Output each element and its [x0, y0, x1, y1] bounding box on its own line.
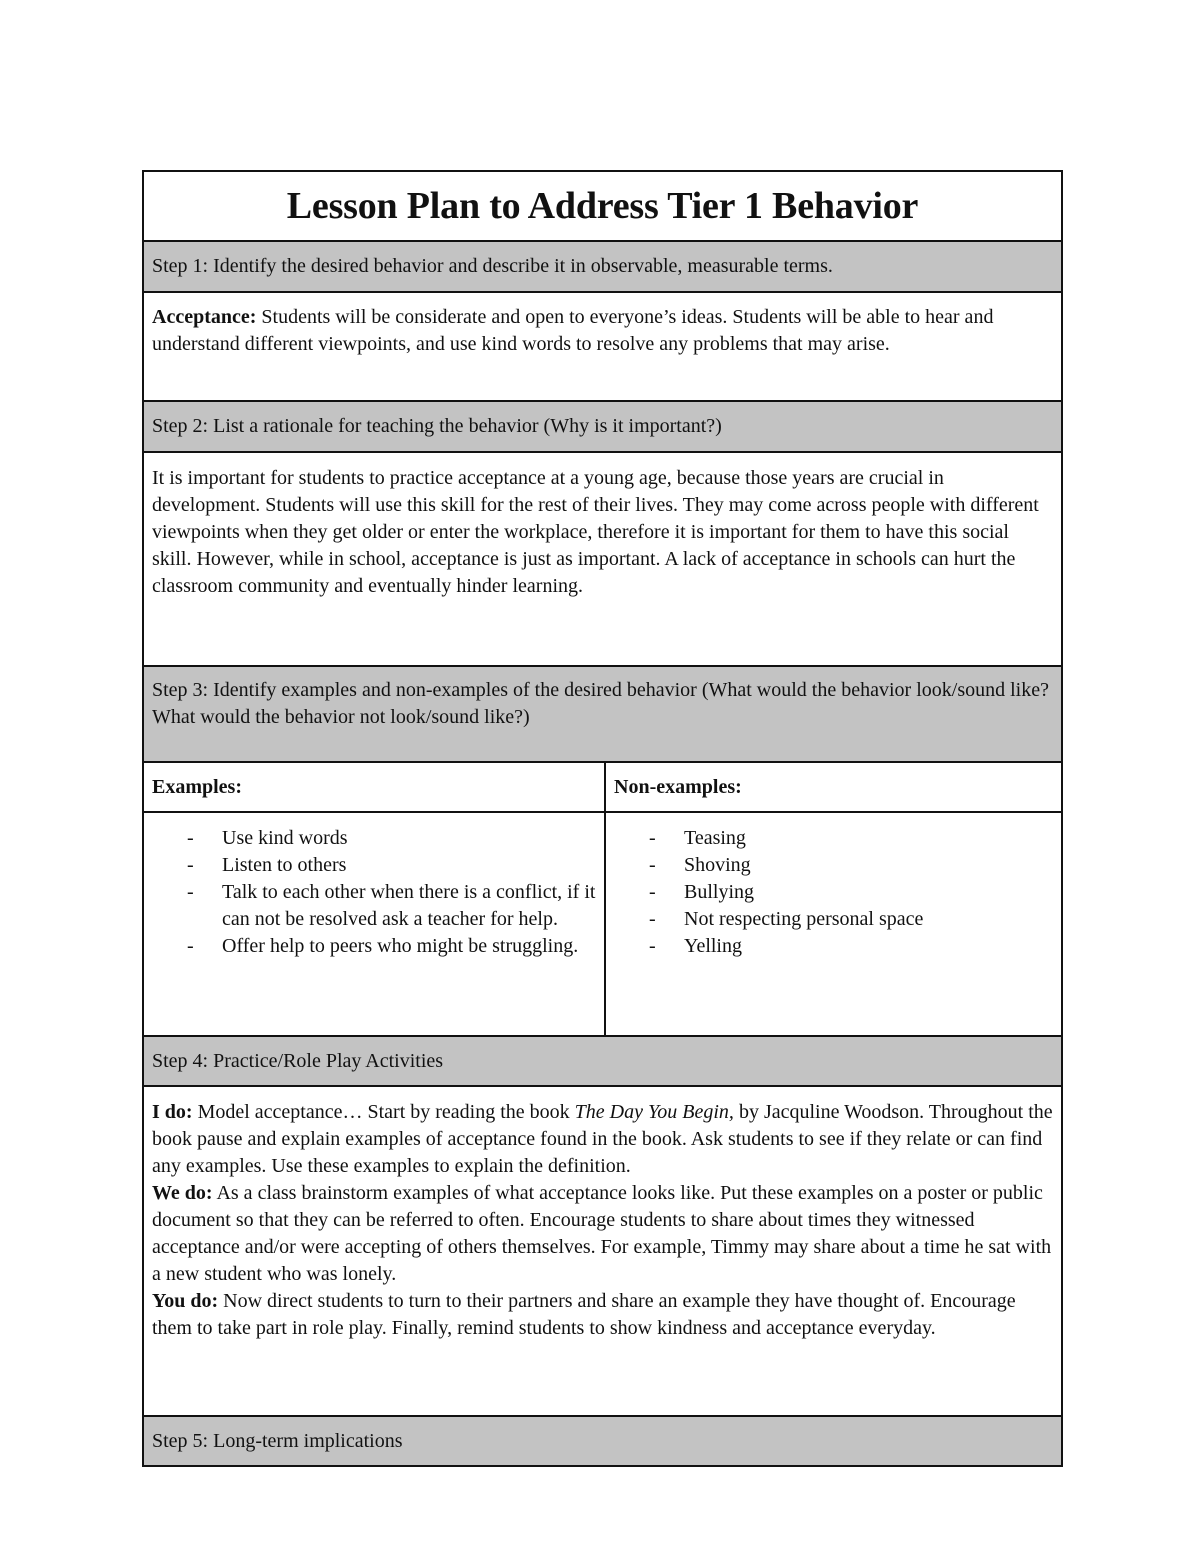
you-do-label: You do: [152, 1290, 219, 1312]
nonexamples-label: Non-examples: [605, 762, 1062, 812]
nonexamples-list [614, 825, 1053, 960]
step4-header-row [143, 1036, 1062, 1086]
examples-label: Examples: [143, 762, 605, 812]
we-do-text: As a class brainstorm examples of what acceptance looks like. Put these examples on a poster or public document so that they can be referred to often. Encourage students to share about times they witnessed acceptance and/or were accepting of others themselves. For example, Timmy may share about a time he sat with a new student who was lonely. [152, 1182, 1052, 1285]
examples-list [152, 825, 596, 960]
page-title: Lesson Plan to Address Tier 1 Behavior [286, 185, 919, 227]
list-item: - Bullying [684, 879, 1053, 906]
i-do-text-pre: Model acceptance… Start by reading the book [192, 1101, 575, 1123]
step2-body-row [143, 452, 1062, 666]
nonexamples-cell [605, 812, 1062, 1036]
list-item: - Shoving [684, 852, 1053, 879]
i-do-paragraph [152, 1099, 1053, 1180]
step2-header: Step 2: List a rationale for teaching the behavior (Why is it important?) [143, 401, 1062, 452]
examples-list-row [143, 812, 1062, 1036]
list-item: - Listen to others [222, 852, 596, 879]
step5-header-row [143, 1416, 1062, 1466]
list-item: - Not respecting personal space [684, 906, 1053, 933]
examples-label-row [143, 762, 1062, 812]
step1-header: Step 1: Identify the desired behavior and describe it in observable, measurable terms. [143, 241, 1062, 292]
we-do-label: We do: [152, 1182, 213, 1204]
book-title: The Day You Begin, [574, 1101, 734, 1123]
step3-header-row [143, 666, 1062, 762]
we-do-paragraph [152, 1180, 1053, 1288]
lesson-plan-table [142, 170, 1063, 1467]
step3-header: Step 3: Identify examples and non-examples of the desired behavior (What would the behavior look/sound like? What would the behavior not look/sound like?) [143, 666, 1062, 762]
examples-cell [143, 812, 605, 1036]
list-item: - Offer help to peers who might be struggling. [222, 933, 596, 960]
step2-body: It is important for students to practice acceptance at a young age, because those years are crucial in development. Students will use this skill for the rest of their lives. They may come across people with different viewpoints when they get older or enter the workplace, therefore it is important for them to have this social skill. However, while in school, acceptance is just as important. A lack of acceptance in schools can hurt the classroom community and eventually hinder learning. [143, 452, 1062, 666]
step1-header-row [143, 241, 1062, 292]
title-row [143, 171, 1062, 241]
i-do-label: I do: [152, 1101, 193, 1123]
list-item: - Talk to each other when there is a conflict, if it can not be resolved ask a teacher for help. [222, 879, 596, 933]
step1-body [143, 292, 1062, 401]
step1-term: Acceptance: [152, 306, 257, 328]
step1-text: Students will be considerate and open to everyone’s ideas. Students will be able to hear and understand different viewpoints, and use kind words to resolve any problems that may arise. [152, 306, 994, 355]
step4-body [143, 1086, 1062, 1416]
step4-body-row [143, 1086, 1062, 1416]
step1-body-row [143, 292, 1062, 401]
step4-header: Step 4: Practice/Role Play Activities [143, 1036, 1062, 1086]
list-item: - Teasing [684, 825, 1053, 852]
step5-header: Step 5: Long-term implications [143, 1416, 1062, 1466]
you-do-paragraph [152, 1288, 1053, 1342]
list-item: - Yelling [684, 933, 1053, 960]
list-item: - Use kind words [222, 825, 596, 852]
i-do-text-post: by Jacquline Woodson. Throughout the book pause and explain examples of acceptance found in the book. Ask students to see if they relate or can find any examples. Use these examples to explain the definition. [152, 1101, 1053, 1177]
you-do-text: Now direct students to turn to their partners and share an example they have thought of. Encourage them to take part in role play. Finally, remind students to show kindness and acceptance everyday. [152, 1290, 1016, 1339]
step2-header-row [143, 401, 1062, 452]
